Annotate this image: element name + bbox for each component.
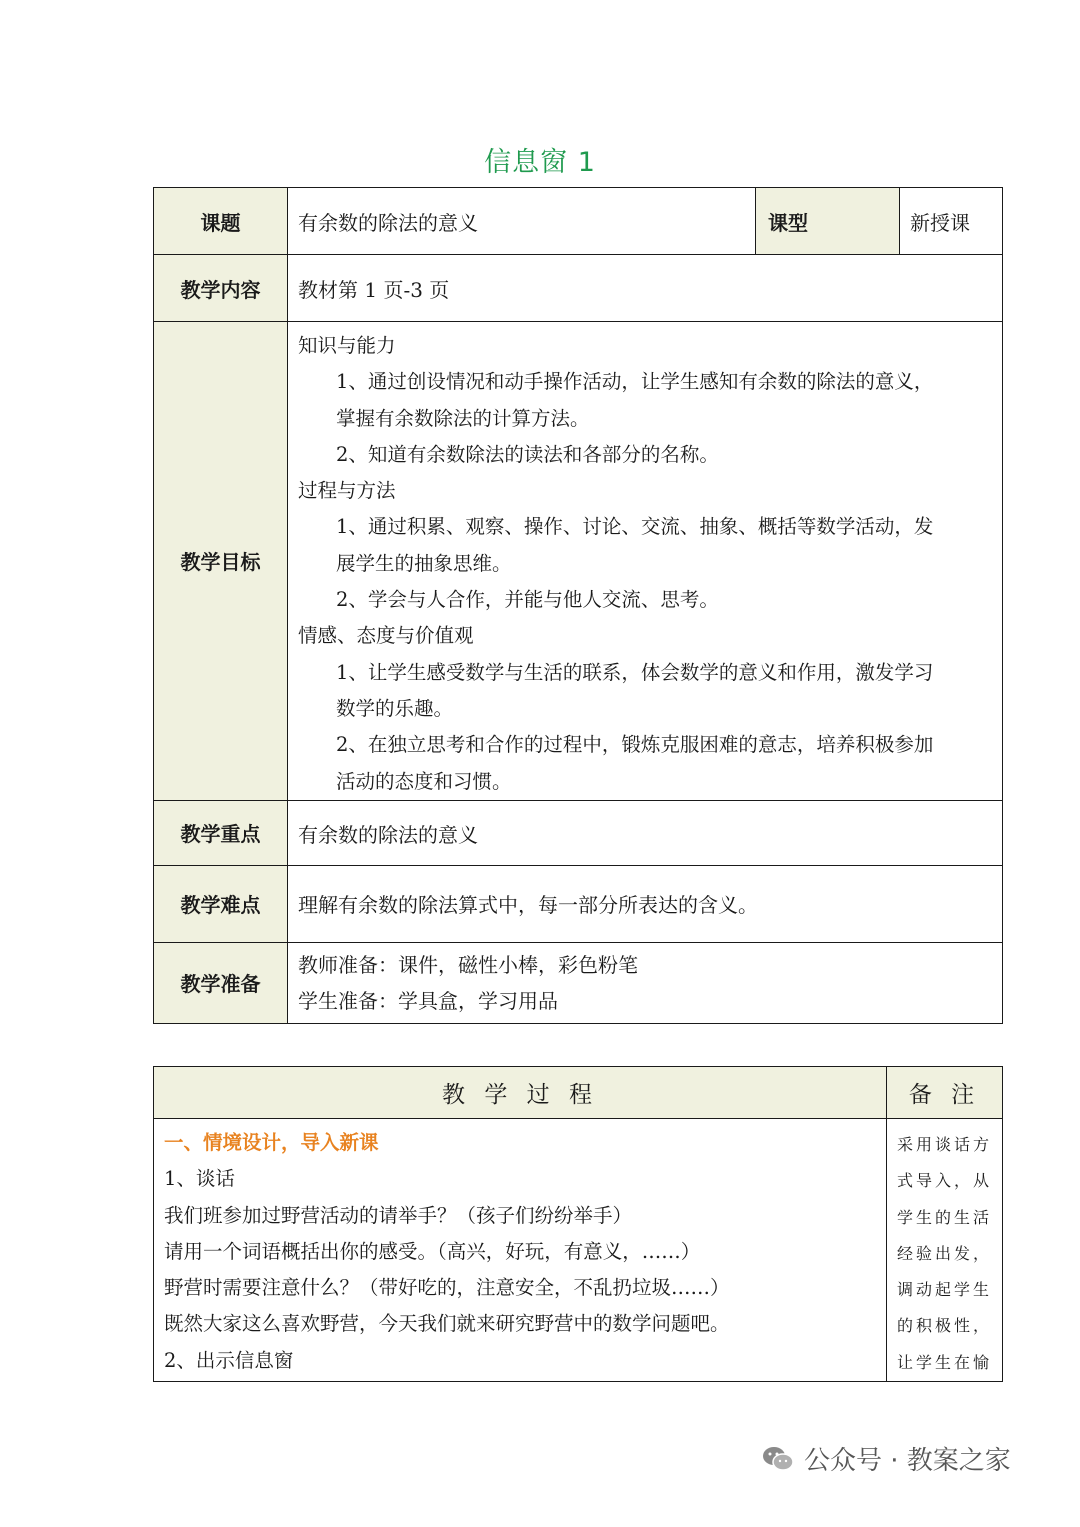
table-row [154, 1067, 1003, 1119]
objective-item: 活动的态度和习惯。 [336, 769, 512, 793]
objectives-cell [288, 322, 1003, 801]
objectives-label: 教学目标 [154, 322, 288, 801]
objective-item: 1、让学生感受数学与生活的联系，体会数学的意义和作用，激发学习 [336, 660, 934, 684]
objective-item: 2、学会与人合作，并能与他人交流、思考。 [336, 588, 719, 612]
objective-item: 1、通过创设情况和动手操作活动，让学生感知有余数的除法的意义， [336, 370, 934, 394]
preparation-label: 教学准备 [154, 942, 288, 1023]
objective-item: 1、通过积累、观察、操作、讨论、交流、抽象、概括等数学活动，发 [336, 515, 934, 539]
process-header: 教 学 过 程 [154, 1067, 887, 1119]
notes-content [887, 1119, 1003, 1382]
key-point-value: 有余数的除法的意义 [288, 800, 1003, 865]
process-line: 1、谈话 [164, 1167, 235, 1191]
table-row [154, 800, 1003, 865]
process-line: 我们班参加过野营活动的请举手？（孩子们纷纷举手） [164, 1203, 633, 1227]
process-content [154, 1119, 887, 1382]
wechat-icon [762, 1445, 794, 1473]
process-line: 野营时需要注意什么？（带好吃的，注意安全，不乱扔垃圾……） [164, 1276, 730, 1300]
student-preparation: 学生准备：学具盒，学习用品 [298, 988, 558, 1013]
difficulty-label: 教学难点 [154, 865, 288, 942]
objective-item: 展学生的抽象思维。 [336, 551, 512, 575]
section-heading: 一、情境设计，导入新课 [164, 1131, 379, 1154]
note-line: 让学生在愉 [897, 1352, 993, 1372]
preparation-cell [288, 942, 1003, 1023]
watermark-text: 公众号 · 教案之家 [804, 1446, 1011, 1476]
key-point-label: 教学重点 [154, 800, 288, 865]
objective-item: 2、在独立思考和合作的过程中，锻炼克服困难的意志，培养积极参加 [336, 733, 934, 757]
table-row [154, 255, 1003, 322]
topic-value: 有余数的除法的意义 [288, 188, 756, 255]
table-row [154, 942, 1003, 1023]
table-row [154, 188, 1003, 255]
objective-item: 2、知道有余数除法的读法和各部分的名称。 [336, 442, 719, 466]
objective-heading: 情感、态度与价值观 [298, 624, 474, 648]
process-line: 既然大家这么喜欢野营，今天我们就来研究野营中的数学问题吧。 [164, 1312, 730, 1336]
note-line: 学生的生活 [897, 1207, 993, 1227]
note-line: 的积极性， [897, 1316, 993, 1336]
table-row [154, 322, 1003, 801]
table-row [154, 865, 1003, 942]
page-title: 信息窗 1 [484, 147, 596, 178]
lesson-info-table [153, 187, 1003, 1024]
table-row [154, 1119, 1003, 1382]
content-label: 教学内容 [154, 255, 288, 322]
teacher-preparation: 教师准备：课件，磁性小棒，彩色粉笔 [298, 952, 638, 977]
note-line: 式导入，从 [897, 1171, 993, 1191]
objective-item: 掌握有余数除法的计算方法。 [336, 406, 590, 430]
watermark [762, 1440, 1011, 1477]
type-value: 新授课 [900, 188, 1003, 255]
objective-heading: 知识与能力 [298, 334, 396, 357]
objective-heading: 过程与方法 [298, 479, 396, 503]
note-line: 经验出发， [897, 1243, 993, 1263]
content-value: 教材第 1 页-3 页 [288, 255, 1003, 322]
note-line: 采用谈话方 [897, 1135, 993, 1154]
difficulty-value: 理解有余数的除法算式中，每一部分所表达的含义。 [288, 865, 1003, 942]
note-line: 调动起学生 [897, 1280, 993, 1300]
topic-label: 课题 [154, 188, 288, 255]
notes-header: 备 注 [887, 1067, 1003, 1119]
process-line: 请用一个词语概括出你的感受。（高兴，好玩，有意义，……） [164, 1239, 701, 1263]
objective-item: 数学的乐趣。 [336, 696, 454, 720]
teaching-process-table [153, 1066, 1003, 1382]
type-label: 课型 [756, 188, 900, 255]
process-line: 2、出示信息窗 [164, 1348, 294, 1372]
